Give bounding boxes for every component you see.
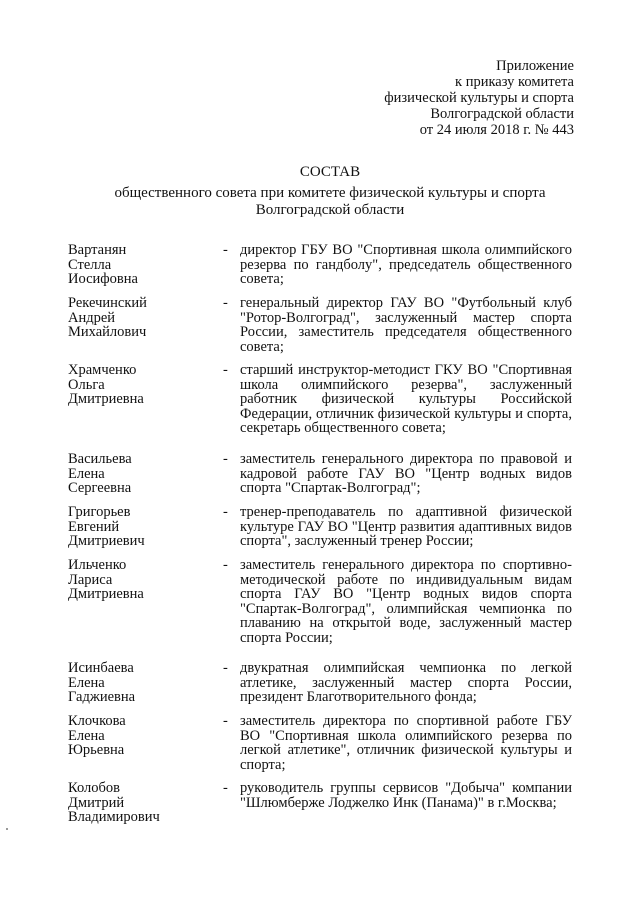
member-surname: Григорьев xyxy=(68,504,131,520)
member-name xyxy=(68,363,218,407)
member-description: заместитель генерального директора по правовой и кадровой работе ГАУ ВО "Центр водных видов спорта "Спартак-Волгоград"; xyxy=(240,451,572,497)
member-name xyxy=(68,558,218,602)
appendix-line: к приказу комитета xyxy=(455,74,574,90)
member-given-name: Елена xyxy=(68,674,105,691)
member-surname: Исинбаева xyxy=(68,660,134,676)
member-name xyxy=(68,296,218,340)
member-name xyxy=(68,781,218,825)
member-description: двукратная олимпийская чемпионка по легкой атлетике, заслуженный мастер спорта России, президент Благотворительного фонда; xyxy=(240,660,572,706)
member-surname: Рекечинский xyxy=(68,295,147,311)
member-description: руководитель группы сервисов "Добыча" компании "Шлюмберже Лоджелко Инк (Панама)" в г.Москва; xyxy=(240,780,572,811)
appendix-line: Приложение xyxy=(496,58,574,74)
member-given-name: Елена xyxy=(68,465,105,482)
member-description: старший инструктор-методист ГКУ ВО "Спортивная школа олимпийского резерва", заслуженный работник физической культуры Российской Федерации, отличник физической культуры и спорта, секретарь общественного совета; xyxy=(240,362,572,437)
dash-separator: - xyxy=(223,362,228,378)
dash-separator: - xyxy=(223,660,228,676)
title-line: общественного совета при комитете физической культуры и спорта xyxy=(114,185,546,201)
appendix-line: Волгоградской области xyxy=(430,106,574,122)
appendix-header xyxy=(384,58,574,138)
scan-speck xyxy=(6,828,8,830)
member-patronymic: Гаджиевна xyxy=(68,689,136,706)
member-description: тренер-преподаватель по адаптивной физической культуре ГАУ ВО "Центр развития адаптивных видов спорта", заслуженный тренер России; xyxy=(240,504,572,550)
member-given-name: Евгений xyxy=(68,518,120,535)
member-patronymic: Дмитриевна xyxy=(68,391,144,408)
dash-separator: - xyxy=(223,557,228,573)
member-description: заместитель генерального директора по спортивно-методической работе по индивидуальным видам спорта ГАУ ВО "Центр водных видов спорта "Спартак-Волгоград", олимпийская чемпионка по плаванию на открытой воде, заслуженный мастер спорта России; xyxy=(240,557,572,646)
member-name xyxy=(68,243,218,287)
member-given-name: Стелла xyxy=(68,256,112,273)
member-description: заместитель директора по спортивной работе ГБУ ВО "Спортивная школа олимпийского резерва по легкой атлетике", отличник физической культуры и спорта; xyxy=(240,713,572,773)
member-description: директор ГБУ ВО "Спортивная школа олимпийского резерва по гандболу", председатель общественного совета; xyxy=(240,242,572,288)
member-name xyxy=(68,505,218,549)
member-patronymic: Дмитриевна xyxy=(68,586,144,603)
title-line: Волгоградской области xyxy=(255,202,405,218)
member-surname: Колобов xyxy=(68,780,120,796)
member-surname: Клочкова xyxy=(68,713,126,729)
member-patronymic: Юрьевна xyxy=(68,742,125,759)
dash-separator: - xyxy=(223,451,228,467)
appendix-order-date: от 24 июля 2018 г. № 443 xyxy=(419,122,574,138)
member-patronymic: Сергеевна xyxy=(68,480,132,497)
dash-separator: - xyxy=(223,242,228,258)
member-name xyxy=(68,661,218,705)
dash-separator: - xyxy=(223,713,228,729)
member-patronymic: Иосифовна xyxy=(68,271,138,288)
member-surname: Храмченко xyxy=(68,362,137,378)
title-heading: СОСТАВ xyxy=(299,164,361,180)
member-given-name: Елена xyxy=(68,727,105,744)
member-given-name: Ольга xyxy=(68,376,105,393)
dash-separator: - xyxy=(223,504,228,520)
member-surname: Ильченко xyxy=(68,557,127,573)
member-surname: Вартанян xyxy=(68,242,127,258)
appendix-line: физической культуры и спорта xyxy=(384,90,574,106)
member-patronymic: Владимирович xyxy=(68,809,160,826)
member-name xyxy=(68,714,218,758)
document-title xyxy=(0,164,640,219)
dash-separator: - xyxy=(223,295,228,311)
member-patronymic: Михайлович xyxy=(68,324,147,341)
member-patronymic: Дмитриевич xyxy=(68,533,145,550)
member-given-name: Дмитрий xyxy=(68,794,125,811)
member-description: генеральный директор ГАУ ВО "Футбольный клуб "Ротор-Волгоград", заслуженный мастер спорта России, заместитель председателя общественного совета; xyxy=(240,295,572,355)
member-given-name: Андрей xyxy=(68,309,116,326)
member-name xyxy=(68,452,218,496)
dash-separator: - xyxy=(223,780,228,796)
member-surname: Васильева xyxy=(68,451,132,467)
member-given-name: Лариса xyxy=(68,571,113,588)
